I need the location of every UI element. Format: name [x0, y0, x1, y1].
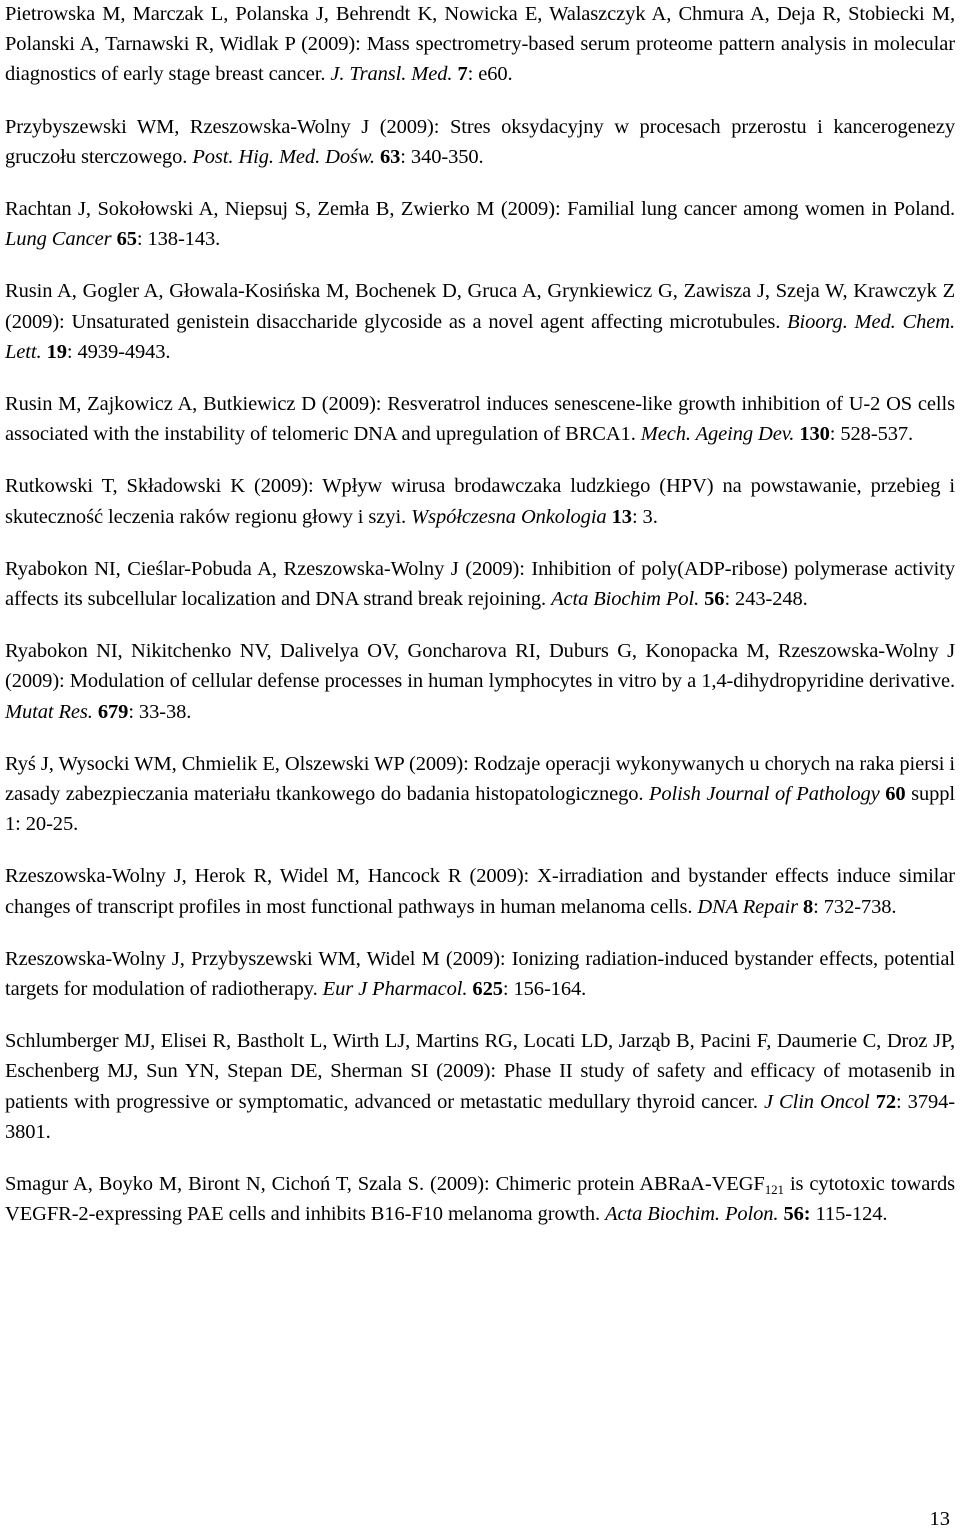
- reference-journal: Mech. Ageing Dev.: [640, 423, 795, 446]
- reference-volume: 65: [116, 228, 137, 251]
- reference-authors: Ryabokon NI, Cieślar-Pobuda A, Rzeszowska-Wolny J (2009): Inhibition of poly(ADP-ribose) polymerase activity affects its subcellular localization and DNA strand break rejoining.: [5, 557, 955, 611]
- reference-authors: Rusin A, Gogler A, Głowala-Kosińska M, Bochenek D, Gruca A, Grynkiewicz G, Zawisza J, Szeja W, Krawczyk Z (2009): Unsaturated genistein disaccharide glycoside as a novel agent affecting microtubules.: [5, 280, 955, 333]
- reference-pages: : 156-164.: [502, 978, 587, 1001]
- reference-journal: Mutat Res.: [5, 700, 93, 723]
- reference-pages: : 33-38.: [128, 700, 192, 723]
- reference-item: [5, 389, 955, 449]
- reference-item: [5, 471, 955, 531]
- reference-pages: : 3.: [631, 505, 658, 528]
- reference-journal: Lung Cancer: [5, 228, 112, 251]
- reference-item: [5, 636, 955, 727]
- page-number: 13: [929, 1508, 950, 1530]
- reference-authors: Rachtan J, Sokołowski A, Niepsuj S, Zemła B, Zwierko M (2009): Familial lung cancer among women in Poland.: [5, 198, 955, 221]
- reference-volume: 7: [457, 63, 468, 86]
- reference-authors: Ryś J, Wysocki WM, Chmielik E, Olszewski WP (2009): Rodzaje operacji wykonywanych u chorych na raka piersi i zasady zabezpieczania materiału tkankowego do badania histopatologicznego.: [5, 752, 955, 806]
- reference-authors: Pietrowska M, Marczak L, Polanska J, Behrendt K, Nowicka E, Walaszczyk A, Chmura A, Deja R, Stobiecki M, Polanski A, Tarnawski R, Widlak P (2009): Mass spectrometry-based serum proteome pattern analysis in molecular diagnostics of early stage breast cancer.: [5, 3, 955, 86]
- reference-subscript: 121: [764, 1182, 784, 1198]
- reference-pages: : 138-143.: [136, 228, 221, 251]
- reference-item: [5, 944, 955, 1004]
- reference-pages: : 732-738.: [813, 895, 897, 918]
- reference-pages: : e60.: [467, 63, 513, 86]
- reference-item: [5, 194, 955, 254]
- reference-pages: : 3794-3801.: [5, 1090, 955, 1143]
- reference-authors: Rzeszowska-Wolny J, Przybyszewski WM, Widel M (2009): Ionizing radiation-induced bystander effects, potential targets for modulation of radiotherapy.: [5, 947, 955, 1001]
- reference-journal: Post. Hig. Med. Dośw.: [192, 145, 375, 168]
- reference-journal: Polish Journal of Pathology: [648, 783, 880, 806]
- reference-authors: Schlumberger MJ, Elisei R, Bastholt L, Wirth LJ, Martins RG, Locati LD, Jarząb B, Pacini F, Daumerie C, Droz JP, Eschenberg MJ, Sun YN, Stepan DE, Sherman SI (2009): Phase II study of safety and efficacy of motasenib in patients with progressive or symptomatic, advanced or metastatic medullary thyroid cancer.: [5, 1030, 955, 1113]
- reference-volume: 19: [46, 340, 67, 363]
- reference-volume: 56:: [783, 1203, 811, 1226]
- reference-item: [5, 554, 955, 614]
- reference-authors: Rutkowski T, Składowski K (2009): Wpływ wirusa brodawczaka ludzkiego (HPV) na powstawanie, przebieg i skuteczność leczenia raków regionu głowy i szyi.: [5, 475, 955, 528]
- reference-volume: 13: [611, 505, 632, 528]
- reference-volume: 130: [799, 423, 830, 446]
- reference-authors: Rzeszowska-Wolny J, Herok R, Widel M, Hancock R (2009): X-irradiation and bystander effects induce similar changes of transcript profiles in most functional pathways in human melanoma cells.: [5, 865, 955, 918]
- reference-pages: : 528-537.: [829, 423, 914, 446]
- reference-volume: 625: [472, 978, 503, 1001]
- reference-item: [5, 749, 955, 840]
- reference-pages: suppl 1: 20-25.: [5, 783, 955, 836]
- reference-authors: Smagur A, Boyko M, Biront N, Cichoń T, Szala S. (2009): Chimeric protein ABRaA-VEGF: [5, 1173, 765, 1196]
- reference-journal: Eur J Pharmacol.: [322, 978, 468, 1001]
- reference-journal: Acta Biochim Pol.: [551, 588, 700, 611]
- reference-pages: 115-124.: [810, 1203, 888, 1226]
- reference-item: [5, 112, 955, 172]
- reference-list: [5, 0, 955, 1252]
- reference-volume: 63: [379, 145, 401, 168]
- reference-item: [5, 0, 955, 90]
- reference-item: [5, 1169, 955, 1229]
- reference-journal: Bioorg. Med. Chem. Lett.: [5, 310, 956, 363]
- reference-authors: Rusin M, Zajkowicz A, Butkiewicz D (2009): Resveratrol induces senescene-like growth inhibition of U-2 OS cells associated with the instability of telomeric DNA and upregulation of BRCA1.: [5, 393, 955, 446]
- reference-authors: Ryabokon NI, Nikitchenko NV, Dalivelya OV, Goncharova RI, Duburs G, Konopacka M, Rzeszowska-Wolny J (2009): Modulation of cellular defense processes in human lymphocytes in vitro by a 1,4-dihydropyridine derivative.: [5, 640, 955, 693]
- reference-authors: Przybyszewski WM, Rzeszowska-Wolny J (2009): Stres oksydacyjny w procesach przerostu i kancerogenezy gruczołu sterczowego.: [5, 115, 955, 168]
- reference-journal: Acta Biochim. Polon.: [605, 1203, 779, 1226]
- reference-journal: DNA Repair: [697, 895, 798, 918]
- reference-journal: J. Transl. Med.: [330, 63, 453, 86]
- reference-volume: 56: [704, 588, 725, 611]
- reference-pages: : 243-248.: [724, 588, 808, 611]
- reference-journal: J Clin Oncol: [763, 1090, 870, 1113]
- reference-item: [5, 1026, 955, 1147]
- reference-pages: : 4939-4943.: [66, 340, 171, 363]
- reference-authors-continued: is cytotoxic towards VEGFR-2-expressing PAE cells and inhibits B16-F10 melanoma growth.: [5, 1173, 956, 1226]
- reference-volume: 60: [885, 783, 906, 806]
- reference-volume: 72: [875, 1090, 896, 1113]
- reference-pages: : 340-350.: [400, 145, 484, 168]
- reference-volume: 679: [97, 700, 129, 723]
- reference-journal: Współczesna Onkologia: [411, 505, 607, 528]
- reference-item: [5, 276, 955, 367]
- reference-volume: 8: [803, 895, 814, 918]
- reference-item: [5, 861, 955, 921]
